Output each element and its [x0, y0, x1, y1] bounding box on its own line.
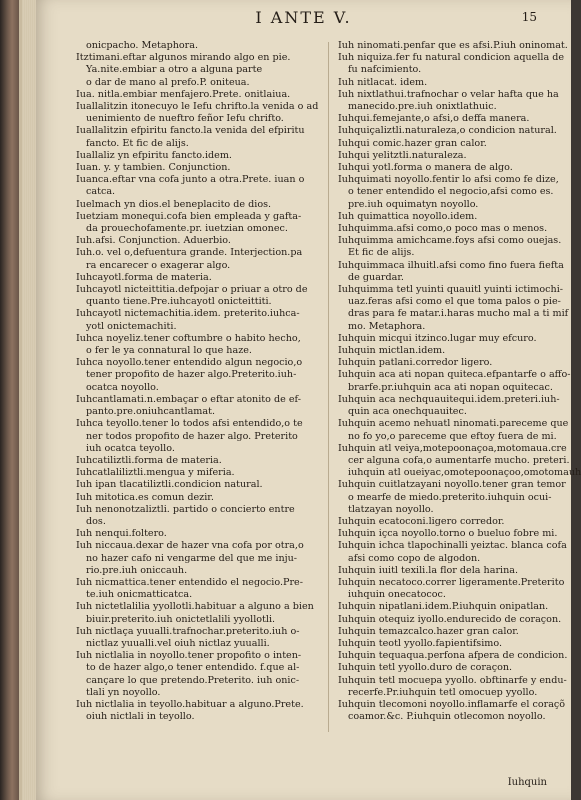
dictionary-line: Iuhcantlamati.n.embaçar o eftar atonito de ef- [76, 393, 301, 405]
column-divider [328, 42, 329, 732]
dictionary-line: Iuhquin nipatlani.idem.P.iuhquin onipatlan. [338, 601, 549, 613]
dictionary-line: tlali yn noyollo. [86, 686, 161, 698]
dictionary-line: fancto. Et fic de alijs. [86, 137, 189, 149]
dictionary-line: iuh ocatca teyollo. [86, 442, 175, 454]
dictionary-line: Iuhquin tlecomoni noyollo.inflamarfe el coraçõ [338, 698, 566, 710]
dictionary-line: Iuh nicmattica.tener entendido el negocio.Pre- [76, 576, 303, 588]
right-column [338, 40, 581, 723]
dictionary-line: tener propofito de hazer algo.Preterito.iuh- [86, 369, 297, 381]
dictionary-line: dos. [86, 515, 106, 527]
dictionary-line: oiuh nictlali in teyollo. [86, 711, 195, 723]
dictionary-line: biuir.preterito.iuh onictetlalili yyollotli. [86, 613, 276, 625]
dictionary-line: Iuetziam monequi.cofa bien empleada y gafta- [76, 210, 302, 222]
dictionary-line: brarfe.pr.iuhquin aca ati nopan oquitecac. [348, 381, 553, 393]
dictionary-line: Iuhcatlaliliztli.mengua y miferia. [76, 467, 235, 479]
dictionary-line: Iuhquimati noyollo.fentir lo afsi como fe dize, [338, 174, 559, 186]
dictionary-line: Iuhquin necatoco.correr ligeramente.Preterito [338, 576, 565, 588]
dictionary-line: Iuhcatiliztli.forma de materia. [76, 454, 222, 466]
dictionary-line: afsi como copo de algodon. [348, 552, 481, 564]
page-edges [22, 0, 36, 800]
dictionary-line: Iuhquimma tetl yuinti quauitl yuinti ictimochi- [338, 284, 564, 296]
dictionary-line: Iuhquin iuitl texili.la flor dela harina. [338, 564, 519, 576]
dictionary-line: Iuallaliz yn efpiritu fancto.idem. [76, 149, 232, 161]
dictionary-line: fu nafcimiento. [348, 64, 422, 76]
dictionary-line: Itztimani.eftar algunos mirando algo en pie. [76, 52, 291, 64]
dictionary-line: Iuhquin micqui itzinco.lugar muy efcuro. [338, 332, 537, 344]
dictionary-line: Iuanca.eftar vna cofa junto a otra.Prete. iuan o [76, 174, 305, 186]
dictionary-line: Iuhquin acemo nehuatl ninomati.pareceme que [338, 418, 569, 430]
dictionary-line: recerfe.Pr.iuhquin tetl omocuep yyollo. [348, 686, 538, 698]
dictionary-line: Iuhquin mictlan.idem. [338, 345, 446, 357]
dictionary-line: te.iuh onicmatticatca. [86, 589, 193, 601]
dictionary-line: Iuh nictlalia in noyollo.tener propofito o inten- [76, 650, 302, 662]
dictionary-line: Iuhquin tetl mocuepa yyollo. obftinarfe y endu- [338, 674, 567, 686]
dictionary-line: Iuhquimmaca ilhuitl.afsi como fino fuera fiefta [338, 259, 564, 271]
book-page [36, 0, 581, 800]
dictionary-line: o dar de mano al prefo.P. oniteua. [86, 76, 250, 88]
dictionary-line: Iuhquin patlani.corredor ligero. [338, 357, 493, 369]
dictionary-line: Iuhca noyeliz.tener coftumbre o habito hecho, [76, 332, 301, 344]
dictionary-line: o tener entendido el negocio,afsi como es. [348, 186, 554, 198]
dictionary-line: Iuh.o. vel o,defuentura grande. Interjection.pa [76, 247, 303, 259]
dictionary-line: cançare lo que pretendo.Preterito. iuh onic- [86, 674, 300, 686]
dictionary-line: Iuhquin tetl yyollo.duro de coraçon. [338, 662, 513, 674]
dictionary-line: Iuh nictlaça yuualli.trafnochar.preterito.iuh o- [76, 625, 300, 637]
dictionary-line: Iuh niccaua.dexar de hazer vna cofa por otra,o [76, 540, 304, 552]
dictionary-line: uenimiento de nueftro feñor Iefu chrifto. [86, 113, 284, 125]
dictionary-line: panto.pre.oniuhcantlamat. [86, 406, 216, 418]
dictionary-line: Iuallalitzin efpiritu fancto.la venida del efpiritu [76, 125, 305, 137]
dictionary-line: Iuhquin otequiz iyollo.endurecido de coraçon. [338, 613, 562, 625]
dictionary-line: Iuhquin içca noyollo.torno o bueluo fobre mi. [338, 528, 558, 540]
dictionary-line: o mearfe de miedo.preterito.iuhquin ocui- [348, 491, 552, 503]
dictionary-line: catca. [86, 186, 116, 198]
dictionary-line: Iuhca noyollo.tener entendido algun negocio,o [76, 357, 303, 369]
dictionary-line: nictlaz yuualli.vel oiuh nictlaz yuualli. [86, 637, 270, 649]
dictionary-line: quin aca onechquauitec. [348, 406, 467, 418]
dictionary-line: mo. Metaphora. [348, 320, 426, 332]
dictionary-line: da prouechofamente.pr. iuetzian omonec. [86, 223, 288, 235]
dictionary-line: Iuh nixtlathui.trafnochar o velar hafta que ha [338, 88, 559, 100]
dictionary-line: Iuhcayotl nictemachitia.idem. preterito.iuhca- [76, 308, 300, 320]
dictionary-line: coamor.&c. P.iuhquin otlecomon noyollo. [348, 711, 546, 723]
dictionary-line: cer alguna cofa,o aumentarfe mucho. preteri. [348, 454, 570, 466]
dictionary-line: Iuan. y. y tambien. Conjunction. [76, 162, 231, 174]
book-spine [0, 0, 22, 800]
dictionary-line: Iuh niquiza.fer fu natural condicion aquella de [338, 52, 565, 64]
dictionary-line: ocatca noyollo. [86, 381, 159, 393]
dictionary-line: rio.pre.iuh oniccauh. [86, 564, 188, 576]
dictionary-line: Iuhquin teotl yyollo.fapientifsimo. [338, 637, 503, 649]
dictionary-line: Iuh ipan tlacatiliztli.condicion natural. [76, 479, 263, 491]
dictionary-line: Iuh nenqui.foltero. [76, 528, 167, 540]
dictionary-line: Iuhquimma.afsi como,o poco mas o menos. [338, 223, 548, 235]
dictionary-line: ra encarecer o exagerar algo. [86, 259, 231, 271]
dictionary-line: Iuhqui comic.hazer gran calor. [338, 137, 487, 149]
dictionary-line: Iuh quimattica noyollo.idem. [338, 210, 478, 222]
dictionary-line: iuhquin atl oueiyac,omotepoonaçoo,omotomauh [348, 467, 581, 479]
dictionary-line: Iuhquin atl veiya,motepoonaçoa,motomaua.cre [338, 442, 567, 454]
dictionary-line: iuhquin onecatococ. [348, 589, 446, 601]
dictionary-line: Iuhqui.femejante,o afsi,o deffa manera. [338, 113, 530, 125]
dictionary-line: Ya.nite.embiar a otro a alguna parte [86, 64, 263, 76]
dictionary-line: Iuhca teyollo.tener lo todos afsi entendido,o te [76, 418, 303, 430]
dictionary-line: Iuh nitlacat. idem. [338, 76, 428, 88]
dictionary-line: Iuhquin aca ati nopan quiteca.efpantarfe o affo- [338, 369, 571, 381]
dictionary-line: Iuhcayotl.forma de materia. [76, 271, 212, 283]
catchword: Iuhquin [507, 777, 547, 788]
dictionary-line: Iuhquin ichca tlapochinalli yeiztac. blanca cofa [338, 540, 567, 552]
dictionary-line: onicpacho. Metaphora. [86, 40, 199, 51]
dictionary-line: Iuhqui yotl.forma o manera de algo. [338, 162, 513, 174]
dictionary-line: Iuelmach yn dios.el beneplacito de dios. [76, 198, 272, 210]
dictionary-line: yotl onictemachiti. [86, 320, 177, 332]
dictionary-line: Iuh nictetlalilia yyollotli.habituar a alguno a bien [76, 601, 314, 613]
running-head: I ANTE V. [255, 8, 352, 27]
dictionary-line: Iuhquiçaliztli.naturaleza,o condicion natural. [338, 125, 557, 137]
dictionary-line: Iuh nenonotzaliztli. partido o concierto entre [76, 503, 295, 515]
dictionary-line: Iuhquimma amichcame.foys afsi como ouejas. [338, 235, 562, 247]
dictionary-line: Iuhcayotl nicteittitia.defpojar o priuar a otro de [76, 284, 308, 296]
dictionary-line: uaz.feras afsi como el que toma palos o pie- [348, 296, 561, 308]
dictionary-line: no hazer cafo ni vengarme del que me inju- [86, 552, 298, 564]
dictionary-line: Iuallalitzin itonecuyo le Iefu chrifto.la venida o ad [76, 101, 319, 113]
dictionary-line: ner todos propofito de hazer algo. Preterito [86, 430, 298, 442]
dictionary-line: Iuhquin cuitlatzayani noyollo.tener gran temor [338, 479, 566, 491]
dictionary-line: tlatzayan noyollo. [348, 503, 434, 515]
dictionary-line: Iuhqui yelitztli.naturaleza. [338, 149, 467, 161]
dictionary-line: Iuhquin tequaqua.perfona afpera de condicion. [338, 650, 568, 662]
dictionary-line: no fo yo,o pareceme que eftoy fuera de mi. [348, 430, 557, 442]
dictionary-line: o fer le ya connatural lo que haze. [86, 345, 252, 357]
dictionary-line: quanto tiene.Pre.iuhcayotl onicteittiti. [86, 296, 272, 308]
dictionary-line: Iuhquin aca nechquauitequi.idem.preteri.iuh- [338, 393, 560, 405]
folio-number: 15 [521, 10, 537, 24]
dictionary-line: dras para fe matar.i.haras mucho mal a ti mif [348, 308, 569, 320]
dictionary-line: Et fic de alijs. [348, 247, 415, 259]
dictionary-line: Iuh nictlalia in teyollo.habituar a alguno.Prete. [76, 698, 304, 710]
left-column [76, 40, 319, 723]
dictionary-line: Iuh.afsi. Conjunction. Aduerbio. [76, 235, 231, 247]
dictionary-line: de guardar. [348, 271, 404, 283]
page-header [36, 8, 571, 30]
dictionary-line: Iua. nitla.embiar menfajero.Prete. onitlaiua. [76, 88, 291, 100]
dictionary-line: Iuhquin temazcalco.hazer gran calor. [338, 625, 519, 637]
dictionary-line: Iuh ninomati.penfar que es afsi.P.iuh oninomat. [338, 40, 568, 51]
dictionary-line: manecido.pre.iuh onixtlathuic. [348, 101, 497, 113]
dictionary-line: pre.iuh oquimatyn noyollo. [348, 198, 479, 210]
dictionary-line: to de hazer algo,o tener entendido. f.que al- [86, 662, 300, 674]
dictionary-line: Iuhquin ecatoconi.ligero corredor. [338, 515, 505, 527]
dictionary-line: Iuh mitotica.es comun dezir. [76, 491, 214, 503]
